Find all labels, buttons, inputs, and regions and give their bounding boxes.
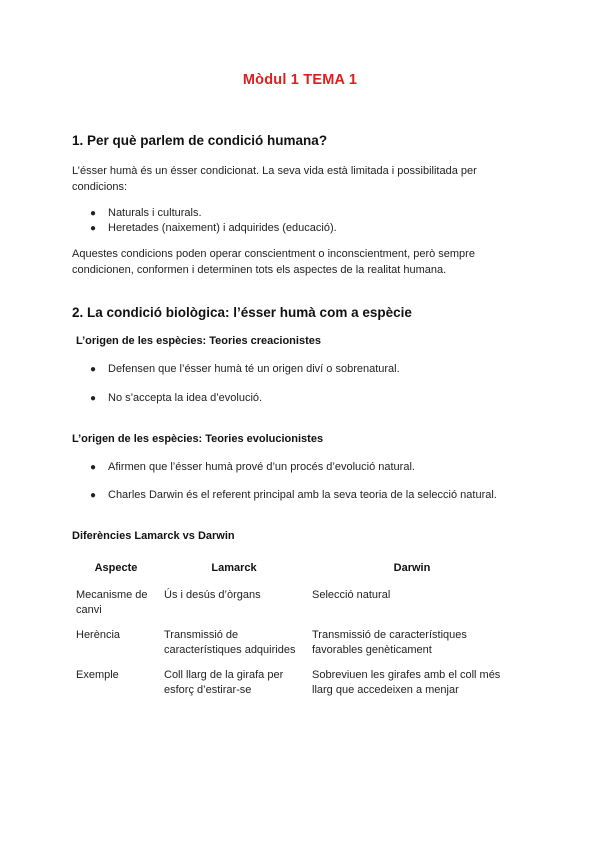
table-row <box>72 668 516 708</box>
table-row <box>72 628 516 668</box>
table-cell: Exemple <box>76 669 119 681</box>
table-row <box>72 588 516 628</box>
list-item-text: Charles Darwin és el referent principal amb la seva teoria de la selecció natural. <box>108 489 497 501</box>
column-header: Aspecte <box>94 562 138 574</box>
table-cell: Ús i desús d’òrgans <box>164 589 261 601</box>
list-item <box>90 221 337 236</box>
table-cell: Transmissió de característiques favorables genèticament <box>312 629 467 656</box>
list-item-text: Afirmen que l’ésser humà prové d’un procés d’evolució natural. <box>108 461 415 473</box>
list-item <box>90 460 415 475</box>
table-cell: Mecanisme de canvi <box>76 589 148 616</box>
bullet-icon: ● <box>90 208 97 219</box>
document-title: Mòdul 1 TEMA 1 <box>242 72 358 88</box>
table-cell: Sobreviuen les girafes amb el coll més llarg que accedeixen a menjar <box>312 669 501 696</box>
table-header-row <box>72 562 516 588</box>
creationist-heading: L’origen de les espècies: Teories creacionistes <box>76 335 321 347</box>
list-item <box>90 362 400 377</box>
list-item-text: Defensen que l’ésser humà té un origen diví o sobrenatural. <box>108 363 400 375</box>
column-header: Lamarck <box>211 562 257 574</box>
evolutionist-heading: L’origen de les espècies: Teories evolucionistes <box>72 433 324 445</box>
comparison-table <box>72 562 516 708</box>
comparison-table-heading: Diferències Lamarck vs Darwin <box>72 530 235 542</box>
bullet-icon: ● <box>90 223 97 234</box>
table-cell: Coll llarg de la girafa per esforç d’estirar-se <box>164 669 284 696</box>
bullet-icon: ● <box>90 490 97 501</box>
table-cell: Herència <box>76 629 121 641</box>
list-item-text: Heretades (naixement) i adquirides (educació). <box>108 222 337 234</box>
list-item <box>90 206 202 221</box>
table-cell: Selecció natural <box>312 589 391 601</box>
section-1-heading: 1. Per què parlem de condició humana? <box>72 133 328 148</box>
bullet-icon: ● <box>90 364 97 375</box>
bullet-icon: ● <box>90 393 97 404</box>
list-item <box>90 488 497 503</box>
bullet-icon: ● <box>90 462 97 473</box>
list-item-text: No s’accepta la idea d’evolució. <box>108 392 263 404</box>
list-item <box>90 391 262 406</box>
section-1-outro: Aquestes condicions poden operar conscientment o inconscientment, però sempre condicionen, conformen i determinen tots els aspectes de la realitat humana. <box>72 248 475 276</box>
section-2-heading: 2. La condició biològica: l’ésser humà com a espècie <box>72 305 412 320</box>
list-item-text: Naturals i culturals. <box>108 207 202 219</box>
column-header: Darwin <box>393 562 431 574</box>
table-cell: Transmissió de característiques adquirides <box>164 629 296 656</box>
section-1-intro: L’ésser humà és un ésser condicionat. La seva vida està limitada i possibilitada per condicions: <box>72 165 477 193</box>
